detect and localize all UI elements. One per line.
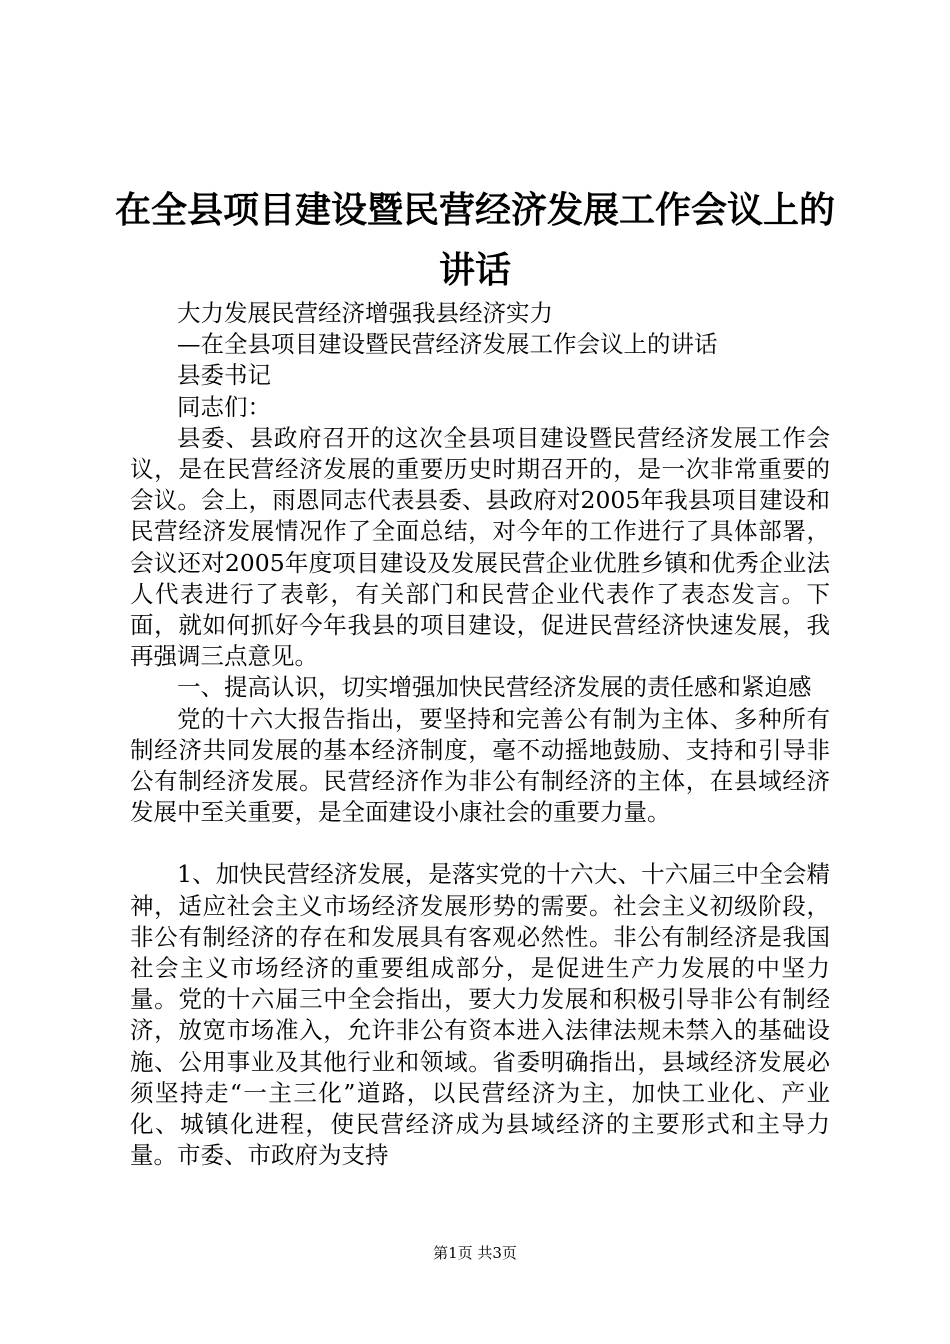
paragraph-section-1: 党的十六大报告指出，要坚持和完善公有制为主体、多种所有制经济共同发展的基本经济制度，毫不动摇地鼓励、支持和引导非公有制经济发展。民营经济作为非公有制经济的主体，在县域经济发展中至关重要，是全面建设小康社会的重要力量。	[130, 704, 830, 827]
section-heading-1: 一、提高认识，切实增强加快民营经济发展的责任感和紧迫感	[177, 673, 812, 702]
document-title-line-2: 讲话	[438, 250, 511, 291]
paragraph-point-1: 1、加快民营经济发展，是落实党的十六大、十六届三中全会精神，适应社会主义市场经济发展形势的需要。社会主义初级阶段，非公有制经济的存在和发展具有客观必然性。非公有制经济是我国社会主义市场经济的重要组成部分，是促进生产力发展的中坚力量。党的十六届三中全会指出，要大力发展和积极引导非公有制经济，放宽市场准入，允许非公有资本进入法律法规未禁入的基础设施、公用事业及其他行业和领域。省委明确指出，县域经济发展必须坚持走“一主三化”道路，以民营经济为主，加快工业化、产业化、城镇化进程，使民营经济成为县域经济的主要形式和主导力量。市委、市政府为支持	[130, 860, 830, 1170]
speech-heading: 大力发展民营经济增强我县经济实力	[177, 299, 553, 327]
speech-subheading: —在全县项目建设暨民营经济发展工作会议上的讲话	[177, 330, 718, 359]
document-title-line-1: 在全县项目建设暨民营经济发展工作会议上的	[114, 190, 835, 231]
page-footer: 第1页 共3页	[433, 1244, 517, 1262]
paragraph-intro: 县委、县政府召开的这次全县项目建设暨民营经济发展工作会议，是在民营经济发展的重要历史时期召开的，是一次非常重要的会议。会上，雨恩同志代表县委、县政府对2005年我县项目建设和民营经济发展情况作了全面总结，对今年的工作进行了具体部署，会议还对2005年度项目建设及发展民营企业优胜乡镇和优秀企业法人代表进行了表彰，有关部门和民营企业代表作了表态发言。下面，就如何抓好今年我县的项目建设，促进民营经济快速发展，我再强调三点意见。	[130, 423, 830, 671]
salutation: 同志们：	[177, 392, 271, 421]
speaker-title: 县委书记	[177, 361, 271, 390]
document-body	[130, 298, 830, 1171]
